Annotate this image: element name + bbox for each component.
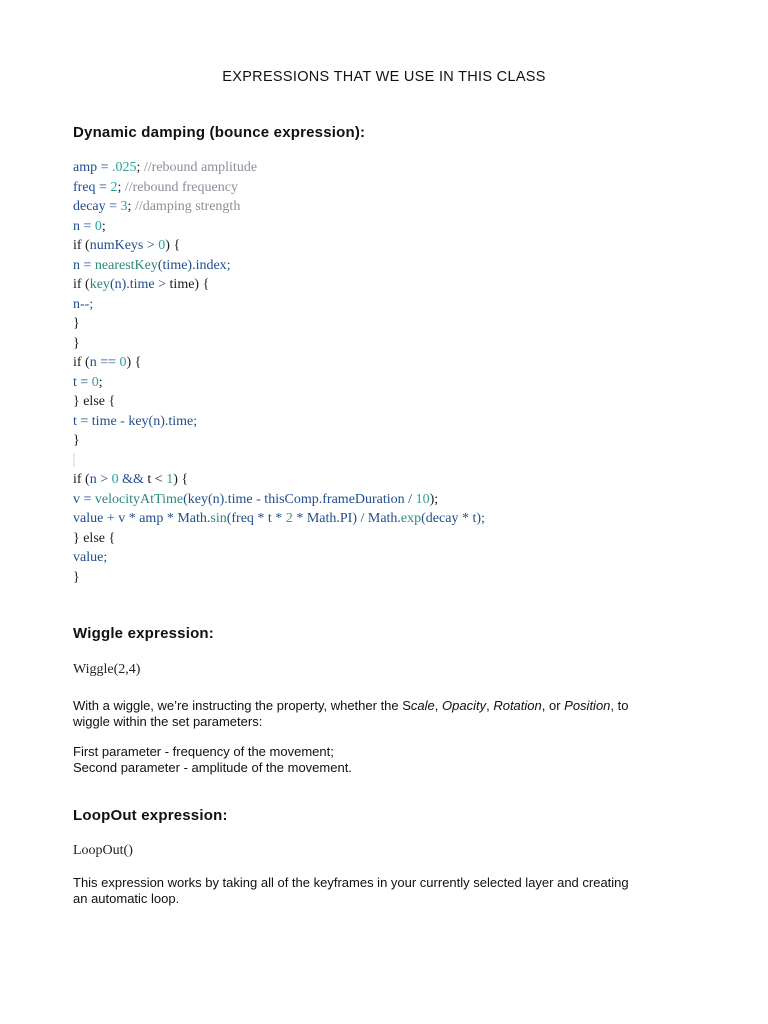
loopout-description: This expression works by taking all of the keyframes in your currently selected layer and creating an automatic loop. bbox=[73, 875, 629, 906]
code-token: (time).index; bbox=[157, 257, 231, 273]
code-token: ; bbox=[127, 199, 135, 214]
code-token: n == bbox=[89, 355, 120, 370]
code-token: 2 bbox=[110, 179, 118, 195]
code-token: value; bbox=[73, 550, 108, 565]
code-line bbox=[73, 197, 485, 217]
code-token: * Math.PI) / Math. bbox=[292, 511, 401, 526]
code-line bbox=[73, 158, 485, 178]
code-token: time) { bbox=[169, 277, 210, 292]
code-token: 0 bbox=[94, 218, 102, 234]
code-line bbox=[73, 392, 485, 412]
code-token: if ( bbox=[73, 277, 90, 292]
page-title: EXPRESSIONS THAT WE USE IN THIS CLASS bbox=[222, 69, 546, 85]
code-line bbox=[73, 509, 485, 529]
code-token: ) { bbox=[126, 355, 142, 370]
code-token: } bbox=[73, 433, 80, 448]
code-token: (decay * t); bbox=[421, 511, 485, 526]
code-line bbox=[73, 314, 485, 334]
code-line bbox=[73, 470, 485, 490]
code-line bbox=[73, 568, 485, 588]
code-token: value + v * amp * Math. bbox=[73, 511, 211, 526]
code-token: if ( bbox=[73, 238, 90, 253]
code-line bbox=[73, 451, 485, 471]
code-token: 1 bbox=[166, 472, 174, 487]
code-token: 0 bbox=[119, 355, 127, 370]
code-token: nearestKey bbox=[94, 257, 158, 273]
section-heading-bounce: Dynamic damping (bounce expression): bbox=[73, 124, 366, 141]
code-token: t = time - key(n).time; bbox=[73, 413, 198, 429]
code-token: 2 bbox=[285, 511, 293, 526]
code-line bbox=[73, 334, 485, 354]
code-token: ; bbox=[101, 218, 106, 234]
code-token: numKeys bbox=[89, 238, 144, 253]
code-token: } bbox=[73, 316, 80, 331]
code-token: n--; bbox=[73, 296, 94, 312]
code-token: velocityAtTime bbox=[94, 491, 184, 507]
code-token: } else { bbox=[73, 394, 116, 409]
code-token: && bbox=[118, 472, 148, 487]
code-line bbox=[73, 353, 485, 373]
code-line bbox=[73, 256, 485, 276]
code-line bbox=[73, 431, 485, 451]
wiggle-code: Wiggle(2,4) bbox=[73, 662, 141, 677]
code-line bbox=[73, 373, 485, 393]
code-token: key bbox=[89, 277, 110, 292]
code-token: n = bbox=[73, 257, 95, 273]
code-token: decay = bbox=[73, 199, 121, 214]
code-token: //rebound amplitude bbox=[143, 160, 258, 175]
code-token: .025 bbox=[112, 160, 137, 175]
code-token: //rebound frequency bbox=[124, 179, 238, 195]
wiggle-param-frequency: First parameter - frequency of the movement; bbox=[73, 744, 334, 759]
code-token: if ( bbox=[73, 472, 90, 487]
code-line bbox=[73, 412, 485, 432]
code-token: } bbox=[73, 335, 80, 351]
code-token: ); bbox=[429, 491, 439, 507]
code-token: (key(n).time - thisComp.frameDuration / bbox=[183, 491, 416, 507]
code-token: ; bbox=[136, 160, 144, 175]
code-line bbox=[73, 548, 485, 568]
code-line bbox=[73, 217, 485, 237]
code-token: ) { bbox=[165, 238, 181, 253]
code-token: 10 bbox=[415, 491, 430, 507]
bounce-expression-code bbox=[73, 158, 485, 587]
code-token: sin bbox=[210, 511, 227, 526]
code-token: ; bbox=[98, 374, 103, 390]
code-token: t < bbox=[147, 472, 167, 487]
code-line bbox=[73, 490, 485, 510]
code-line bbox=[73, 529, 485, 549]
code-token: 0 bbox=[91, 374, 99, 390]
wiggle-description: With a wiggle, we’re instructing the property, whether the Scale, Opacity, Rotation, or Position, to wiggle within the set parameters: bbox=[73, 698, 629, 729]
code-token: t = bbox=[73, 374, 92, 390]
section-heading-wiggle: Wiggle expression: bbox=[73, 625, 214, 642]
code-token: if ( bbox=[73, 355, 90, 370]
code-token: } else { bbox=[73, 530, 116, 546]
code-token: (n).time > bbox=[109, 277, 170, 292]
code-token: exp bbox=[400, 511, 422, 526]
wiggle-parameters bbox=[73, 744, 693, 775]
code-line bbox=[73, 275, 485, 295]
code-token: n = bbox=[73, 218, 95, 234]
wiggle-param-amplitude: Second parameter - amplitude of the movement. bbox=[73, 759, 352, 775]
code-token: ) { bbox=[173, 472, 189, 487]
code-line bbox=[73, 178, 485, 198]
code-token: v = bbox=[73, 491, 95, 507]
code-token: (freq * t * bbox=[226, 511, 286, 526]
code-token: freq = bbox=[73, 179, 111, 195]
code-token: //damping strength bbox=[134, 199, 241, 214]
code-token: amp = bbox=[73, 160, 112, 175]
section-heading-loopout: LoopOut expression: bbox=[73, 807, 228, 824]
code-token: } bbox=[73, 569, 80, 585]
loopout-code: LoopOut() bbox=[73, 843, 133, 858]
code-line bbox=[73, 295, 485, 315]
code-token: 3 bbox=[120, 199, 128, 214]
code-token: ; bbox=[117, 179, 125, 195]
code-line bbox=[73, 236, 485, 256]
code-token: 0 bbox=[111, 472, 119, 487]
code-token: 0 bbox=[158, 238, 166, 253]
code-token: > bbox=[143, 238, 159, 253]
code-token: n > bbox=[89, 472, 112, 487]
